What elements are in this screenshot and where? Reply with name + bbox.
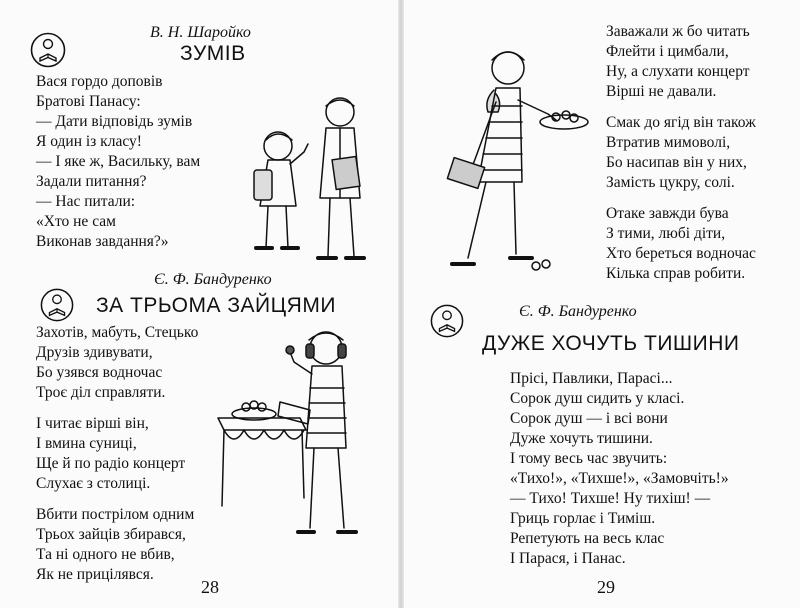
verse-line: Флейти і цимбали, [606,43,729,60]
verse-line: Сорок душ — і всі вони [510,410,668,427]
poem2-text [36,323,198,585]
verse-line: І тому весь час звучить: [510,450,668,467]
verse-line: Вася гордо доповів [36,73,163,90]
verse-line: Гриць горлає і Тиміш. [510,510,656,527]
poem1-title: ЗУМІВ [180,42,246,65]
verse-line: І читає вірші він, [36,415,149,432]
verse-line: — Дати відповідь зумів [36,113,193,130]
verse-line: Ще й по радіо концерт [36,455,186,472]
verse-line: Кілька справ робити. [606,265,746,282]
page-number-left: 28 [201,577,219,597]
verse-line: Хто береться водночас [606,245,756,262]
verse-line: Та ні одного не вбив, [36,546,175,563]
verse-line: Вірші не давали. [606,83,717,100]
verse-line: Заважали ж бо читать [606,23,750,40]
verse-line: Як не прицілявся. [36,566,154,583]
page-number-right: 29 [597,577,615,597]
verse-line: «Хто не сам [36,213,116,230]
poem2-author: Є. Ф. Бандуренко [154,271,272,288]
verse-line: Друзів здивувати, [36,344,153,361]
reading-child-icon [30,32,66,68]
verse-line: Захотів, мабуть, Стецько [36,324,199,341]
poem2-continuation-text [606,22,756,284]
poem3-text [510,369,729,569]
verse-line: Ну, а слухати концерт [606,63,750,80]
poem2-title: ЗА ТРЬОМА ЗАЙЦЯМИ [96,294,336,317]
poem1-text [36,72,200,252]
reading-child-icon [40,288,74,322]
book-gutter [398,0,404,608]
boy-with-strawberries-illustration [436,42,596,278]
verse-line: — Тихо! Тихше! Ну тихіш! — [510,490,711,507]
verse-line: Вбити пострілом одним [36,506,195,523]
verse-line: Отаке завжди бува [606,205,729,222]
verse-line: — Нас питали: [36,193,136,210]
two-boys-illustration [238,88,388,272]
verse-line: Бо узявся водночас [36,364,163,381]
verse-line: Трьох зайців збирався, [36,526,186,543]
verse-line: Дуже хочуть тишини. [510,430,653,447]
verse-line: Втратив мимоволі, [606,134,731,151]
boy-at-table-illustration [214,318,364,558]
reading-child-icon [430,304,464,338]
poem3-author: Є. Ф. Бандуренко [519,303,637,320]
poem1-author: В. Н. Шаройко [150,24,251,41]
verse-line: З тими, любі діти, [606,225,726,242]
verse-line: Замість цукру, солі. [606,174,735,191]
verse-line: Виконав завдання?» [36,233,169,250]
verse-line: І Парася, і Панас. [510,550,626,567]
verse-line: Слухає з столиці. [36,475,151,492]
verse-line: Репетують на весь клас [510,530,665,547]
verse-line: І вмина суниці, [36,435,137,452]
poem3-title: ДУЖЕ ХОЧУТЬ ТИШИНИ [482,332,740,355]
verse-line: Смак до ягід він також [606,114,756,131]
verse-line: «Тихо!», «Тихше!», «Замовчіть!» [510,470,729,487]
verse-line: Бо насипав він у них, [606,154,747,171]
verse-line: Братові Панасу: [36,93,141,110]
verse-line: Я один із класу! [36,133,142,150]
verse-line: Задали питання? [36,173,147,190]
verse-line: Сорок душ сидить у класі. [510,390,685,407]
verse-line: — І яке ж, Васильку, вам [36,153,201,170]
verse-line: Прісі, Павлики, Парасі... [510,370,673,387]
verse-line: Троє діл справляти. [36,384,166,401]
